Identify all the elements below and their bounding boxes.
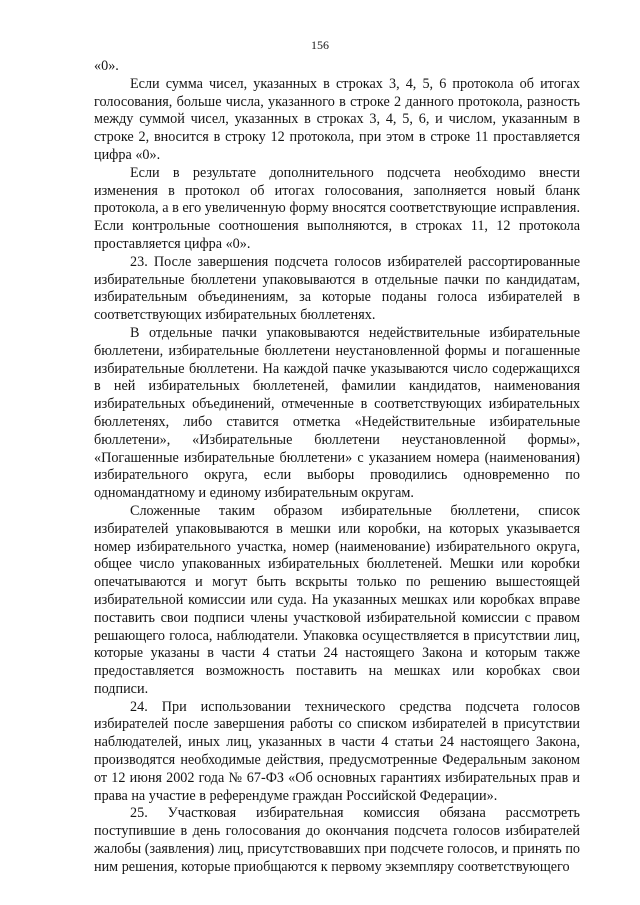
paragraph-item-25: 25. Участковая избирательная комиссия обязана рассмотреть поступившие в день голосования до окончания подсчета голосов избирателей жалобы (заявления) лиц, присутствовавших при подсчете голосов, и принять по ним решения, которые приобщаются к первому экземпляру соответствующего [94,805,580,875]
paragraph-continuation: «0». [94,58,119,74]
body-text [94,58,580,877]
paragraph: Если сумма чисел, указанных в строках 3, 4, 5, 6 протокола об итогах голосования, больше числа, указанного в строке 2 данного протокола, разность между суммой чисел, указанных в строках 3, 4, 5, 6, и числом, указанным в строке 2, вносится в строку 12 протокола, при этом в строке 11 проставляется цифра «0». [94,75,580,163]
page-number: 156 [311,38,329,52]
paragraph-item-23: 23. После завершения подсчета голосов избирателей рассортированные избирательные бюллетени упаковываются в отдельные пачки по кандидатам, избирательным объединениям, за которые поданы голоса избирателей в соответствующих избирательных бюллетенях. [94,253,580,324]
paragraph: Если в результате дополнительного подсчета необходимо внести изменения в протокол об итогах голосования, заполняется новый бланк протокола, а в его увеличенную форму вносятся соответствующие исправления. Если контрольные соотношения выполняются, в строках 11, 12 протокола проставляется цифра «0». [94,164,580,252]
paragraph-item-24: 24. При использовании технического средства подсчета голосов избирателей после завершения работы со списком избирателей в присутствии наблюдателей, иных лиц, указанных в части 4 статьи 24 настоящего Закона, производятся необходимые действия, предусмотренные Федеральным законом от 12 июня 2002 года № 67-ФЗ «Об основных гарантиях избирательных прав и права на участие в референдуме граждан Российской Федерации». [94,698,580,804]
paragraph: Сложенные таким образом избирательные бюллетени, список избирателей упаковываются в мешки или коробки, на которых указывается номер избирательного участка, номер (наименование) избирательного округа, общее число упакованных избирательных бюллетеней. Мешки или коробки опечатываются и могут быть вскрыты только по решению вышестоящей избирательной комиссии или суда. На указанных мешках или коробках вправе поставить свои подписи члены участковой избирательной комиссии с правом решающего голоса, наблюдатели. Упаковка осуществляется в присутствии лиц, которые указаны в части 4 статьи 24 настоящего Закона и которым также предоставляется возможность поставить на мешках или коробках свои подписи. [94,502,580,697]
paragraph: В отдельные пачки упаковываются недействительные избирательные бюллетени, избирательные бюллетени неустановленной формы и погашенные избирательные бюллетени. На каждой пачке указываются число содержащихся в ней избирательных бюллетеней, фамилии кандидатов, наименования избирательных объединений, отмеченные в соответствующих избирательных бюллетенях, либо ставится отметка «Недействительные избирательные бюллетени», «Избирательные бюллетени неустановленной формы», «Погашенные избирательные бюллетени» с указанием номера (наименования) избирательного округа, если выборы проводились одновременно по одномандатному и единому избирательным округам. [94,324,580,502]
